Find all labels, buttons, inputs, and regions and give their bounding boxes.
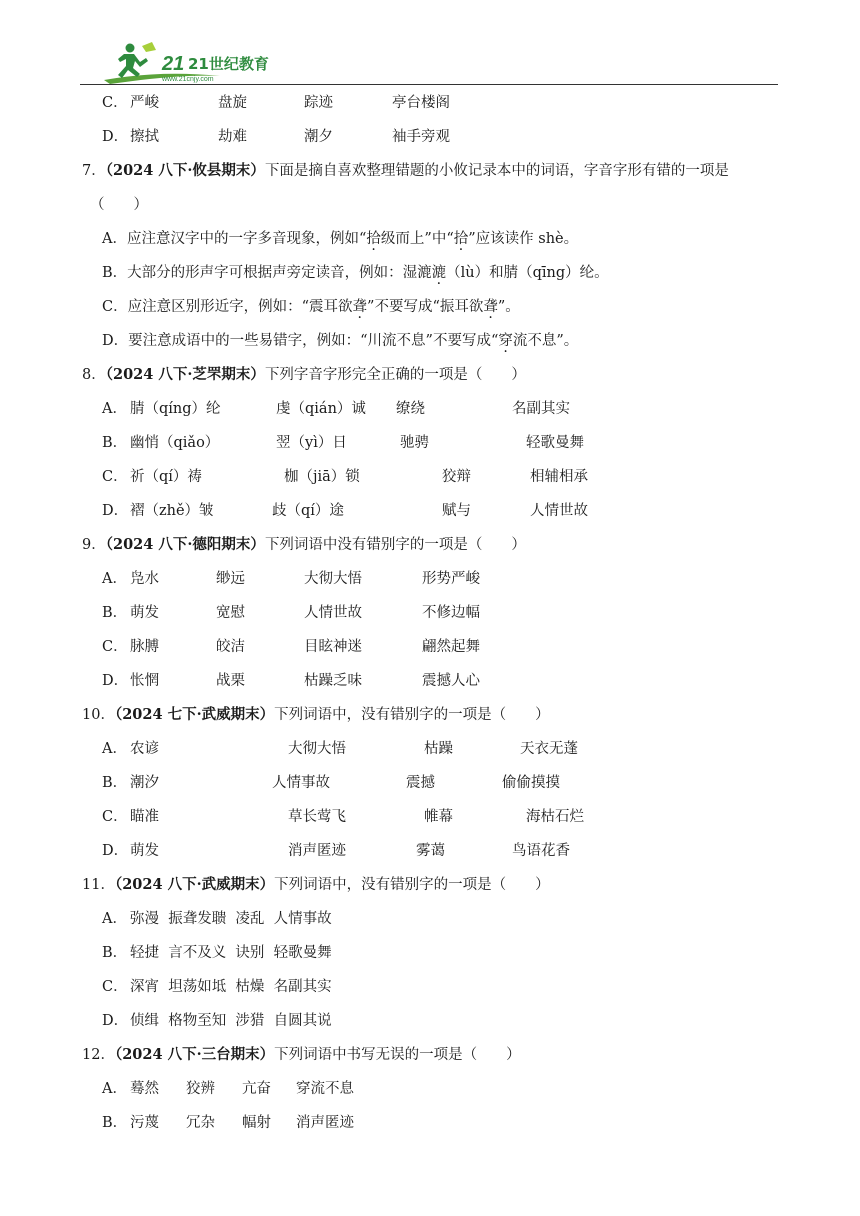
text-span: 聋 bbox=[483, 299, 498, 315]
text-span: 弥漫 振聋发聩 凌乱 人情事故 bbox=[130, 911, 332, 927]
text-span: 名副其实 bbox=[512, 401, 570, 417]
text-span: 人情世故 bbox=[304, 605, 362, 621]
text-span: （ ） bbox=[90, 197, 148, 213]
page-header bbox=[100, 40, 780, 88]
text-span: 赋与 bbox=[442, 503, 471, 519]
question-7-option-c bbox=[82, 294, 772, 328]
text-span: 帷幕 bbox=[424, 809, 453, 825]
text-span: ”。 bbox=[497, 299, 520, 315]
text-span: 侦缉 格物至知 涉猎 自圆其说 bbox=[130, 1013, 332, 1029]
text-span: 蓦然 bbox=[130, 1081, 159, 1097]
question-10-option-a bbox=[82, 736, 772, 770]
text-span: 深宵 坦荡如坻 枯燥 名副其实 bbox=[130, 979, 332, 995]
text-span: 缭绕 bbox=[396, 401, 425, 417]
text-span: 腈（qíng）纶 bbox=[130, 401, 221, 417]
text-span: 8． bbox=[82, 367, 106, 383]
question-content bbox=[82, 90, 772, 1144]
text-span: 震撼 bbox=[406, 775, 435, 791]
text-span: 严峻 bbox=[130, 95, 159, 111]
text-span: 歧（qí）途 bbox=[272, 503, 344, 519]
question-10-option-c bbox=[82, 804, 772, 838]
question-9-stem bbox=[82, 532, 772, 566]
text-span: 大彻大悟 bbox=[288, 741, 346, 757]
text-span: 幅射 bbox=[242, 1115, 271, 1131]
text-span: 狡辨 bbox=[186, 1081, 215, 1097]
text-span: 大彻大悟 bbox=[304, 571, 362, 587]
text-span: 潮汐 bbox=[130, 775, 159, 791]
text-span: C． bbox=[102, 809, 128, 825]
text-span: 漉 bbox=[431, 265, 447, 281]
question-8-option-a bbox=[82, 396, 772, 430]
text-span: D． bbox=[102, 333, 129, 349]
text-span: B． bbox=[102, 265, 128, 281]
text-span: 幽悄（qiǎo） bbox=[130, 435, 220, 451]
question-12-stem bbox=[82, 1042, 772, 1076]
question-7-stem bbox=[82, 158, 772, 192]
text-span: A． bbox=[102, 911, 127, 927]
text-span: （2024 八下·武威期末） bbox=[114, 876, 275, 893]
logo-text: 21世纪教育 bbox=[188, 55, 269, 73]
text-span: 污蔑 bbox=[130, 1115, 159, 1131]
text-span: 天衣无蓬 bbox=[520, 741, 578, 757]
question-8-option-c bbox=[82, 464, 772, 498]
text-span: 战栗 bbox=[216, 673, 245, 689]
text-span: B． bbox=[102, 1115, 128, 1131]
question-9-option-c bbox=[82, 634, 772, 668]
text-span: 9． bbox=[82, 537, 106, 553]
text-span: B． bbox=[102, 945, 128, 961]
question-12-option-a bbox=[82, 1076, 772, 1110]
text-span: C． bbox=[102, 639, 128, 655]
text-span: 偷偷摸摸 bbox=[502, 775, 560, 791]
text-span: （lù）和 bbox=[446, 265, 504, 281]
text-span: 应注意汉字中的一字多音现象，例如“ bbox=[126, 231, 367, 247]
question-11-option-d bbox=[82, 1008, 772, 1042]
text-span: 萌发 bbox=[130, 843, 159, 859]
text-span: 下列词语中没有错别字的一项是（ ） bbox=[264, 537, 526, 553]
text-span: 下列字音字形完全正确的一项是（ ） bbox=[264, 367, 526, 383]
text-span: 雾蔼 bbox=[416, 843, 445, 859]
question-7-option-b bbox=[82, 260, 772, 294]
question-9-option-a bbox=[82, 566, 772, 600]
text-span: 踪迹 bbox=[304, 95, 333, 111]
text-span: 拾 bbox=[366, 231, 381, 247]
text-span: 亢奋 bbox=[242, 1081, 271, 1097]
text-span: 宽慰 bbox=[216, 605, 245, 621]
text-span: 怅惘 bbox=[130, 673, 159, 689]
text-span: 穿 bbox=[498, 333, 513, 349]
text-span: 农谚 bbox=[130, 741, 159, 757]
text-span: 轻歌曼舞 bbox=[526, 435, 584, 451]
text-span: 潮夕 bbox=[304, 129, 333, 145]
question-11-option-b bbox=[82, 940, 772, 974]
text-span: A． bbox=[102, 571, 127, 587]
text-span: 海枯石烂 bbox=[526, 809, 584, 825]
text-span: 下列词语中，没有错别字的一项是（ ） bbox=[274, 877, 550, 893]
text-span: 萌发 bbox=[130, 605, 159, 621]
text-span: D． bbox=[102, 843, 129, 859]
question-11-stem bbox=[82, 872, 772, 906]
text-span: 大部分的形声字可根据声旁定读音，例如：湿漉 bbox=[127, 265, 432, 281]
text-span: A． bbox=[102, 401, 127, 417]
option-row bbox=[82, 90, 772, 124]
text-span: 消声匿迹 bbox=[296, 1115, 354, 1131]
text-span: 皎洁 bbox=[216, 639, 245, 655]
text-span: 驰骋 bbox=[400, 435, 429, 451]
text-span: 11． bbox=[82, 877, 115, 893]
text-span: 腈（qīng）纶。 bbox=[503, 265, 609, 281]
question-11-option-c bbox=[82, 974, 772, 1008]
text-span: 虔（qián）诚 bbox=[276, 401, 366, 417]
question-8-stem bbox=[82, 362, 772, 396]
option-row bbox=[82, 124, 772, 158]
text-span: 脉膊 bbox=[130, 639, 159, 655]
text-span: 亭台楼阁 bbox=[392, 95, 450, 111]
text-span: 下列词语中书写无误的一项是（ ） bbox=[274, 1047, 521, 1063]
header-divider bbox=[80, 84, 778, 85]
text-span: 形势严峻 bbox=[422, 571, 480, 587]
text-span: 翩然起舞 bbox=[422, 639, 480, 655]
text-span: 人情世故 bbox=[530, 503, 588, 519]
text-span: 要注意成语中的一些易错字，例如：“川流不息”不要写成“ bbox=[128, 333, 499, 349]
text-span: 轻捷 言不及义 诀别 轻歌曼舞 bbox=[130, 945, 332, 961]
question-9-option-d bbox=[82, 668, 772, 702]
text-span: 穿流不息 bbox=[296, 1081, 354, 1097]
text-span: 目眩神迷 bbox=[304, 639, 362, 655]
text-span: D． bbox=[102, 1013, 129, 1029]
text-span: 草长莺飞 bbox=[288, 809, 346, 825]
text-span: （2024 八下·德阳期末） bbox=[105, 536, 265, 553]
text-span: D． bbox=[102, 503, 129, 519]
text-span: （2024 八下·芝罘期末） bbox=[105, 366, 265, 383]
text-span: ”不要写成“振耳欲 bbox=[367, 299, 484, 315]
text-span: 瞄准 bbox=[130, 809, 159, 825]
text-span: B． bbox=[102, 605, 128, 621]
question-7-stem-cont bbox=[82, 192, 772, 226]
text-span: A． bbox=[102, 741, 127, 757]
text-span: B． bbox=[102, 775, 128, 791]
text-span: 凫水 bbox=[130, 571, 159, 587]
text-span: 7． bbox=[82, 163, 106, 179]
text-span: 缈远 bbox=[216, 571, 245, 587]
question-9-option-b bbox=[82, 600, 772, 634]
text-span: 盘旋 bbox=[218, 95, 247, 111]
question-12-option-b bbox=[82, 1110, 772, 1144]
text-span: 聋 bbox=[352, 299, 368, 315]
text-span: 枯躁 bbox=[424, 741, 453, 757]
text-span: （2024 八下·三台期末） bbox=[114, 1046, 275, 1063]
text-span: D． bbox=[102, 129, 129, 145]
text-span: 拾 bbox=[453, 231, 469, 247]
question-10-stem bbox=[82, 702, 772, 736]
text-span: 祈（qí）祷 bbox=[130, 469, 202, 485]
text-span: 袖手旁观 bbox=[392, 129, 450, 145]
text-span: 震撼人心 bbox=[422, 673, 480, 689]
text-span: 劫难 bbox=[218, 129, 247, 145]
text-span: B． bbox=[102, 435, 128, 451]
text-span: 枯躁乏味 bbox=[304, 673, 362, 689]
text-span: C． bbox=[102, 95, 128, 111]
text-span: （2024 七下·武威期末） bbox=[114, 706, 275, 723]
logo-url: www.21cnjy.com bbox=[162, 76, 214, 83]
text-span: C． bbox=[102, 979, 128, 995]
text-span: 鸟语花香 bbox=[512, 843, 570, 859]
text-span: 应注意区别形近字，例如：“震耳欲 bbox=[127, 299, 353, 315]
text-span: 下列词语中，没有错别字的一项是（ ） bbox=[274, 707, 550, 723]
question-10-option-d bbox=[82, 838, 772, 872]
svg-text:21: 21 bbox=[162, 53, 185, 75]
text-span: 10． bbox=[82, 707, 115, 723]
text-span: 枷（jiā）锁 bbox=[284, 469, 360, 485]
text-span: 不修边幅 bbox=[422, 605, 480, 621]
question-8-option-d bbox=[82, 498, 772, 532]
text-span: 12． bbox=[82, 1047, 115, 1063]
question-7-option-a bbox=[82, 226, 772, 260]
text-span: 翌（yì）日 bbox=[276, 435, 347, 451]
text-span: 流不息”。 bbox=[512, 333, 579, 349]
text-span: 狡辩 bbox=[442, 469, 471, 485]
text-span: 下面是摘自喜欢整理错题的小攸记录本中的词语，字音字形有错的一项是 bbox=[264, 163, 729, 179]
text-span: 相辅相承 bbox=[530, 469, 588, 485]
text-span: 人情事故 bbox=[272, 775, 330, 791]
text-span: 级而上”中“ bbox=[380, 231, 454, 247]
text-span: C． bbox=[102, 469, 128, 485]
text-span: 擦拭 bbox=[130, 129, 159, 145]
text-span: 消声匿迹 bbox=[288, 843, 346, 859]
text-span: A． bbox=[102, 231, 127, 247]
question-7-option-d bbox=[82, 328, 772, 362]
text-span: 冗杂 bbox=[186, 1115, 215, 1131]
text-span: C． bbox=[102, 299, 128, 315]
text-span: D． bbox=[102, 673, 129, 689]
question-10-option-b bbox=[82, 770, 772, 804]
text-span: （2024 八下·攸县期末） bbox=[105, 162, 265, 179]
text-span: A． bbox=[102, 1081, 127, 1097]
question-8-option-b bbox=[82, 430, 772, 464]
text-span: 褶（zhě）皱 bbox=[130, 503, 214, 519]
logo-icon bbox=[100, 40, 300, 86]
question-11-option-a bbox=[82, 906, 772, 940]
text-span: ”应该读作 shè。 bbox=[468, 231, 579, 247]
